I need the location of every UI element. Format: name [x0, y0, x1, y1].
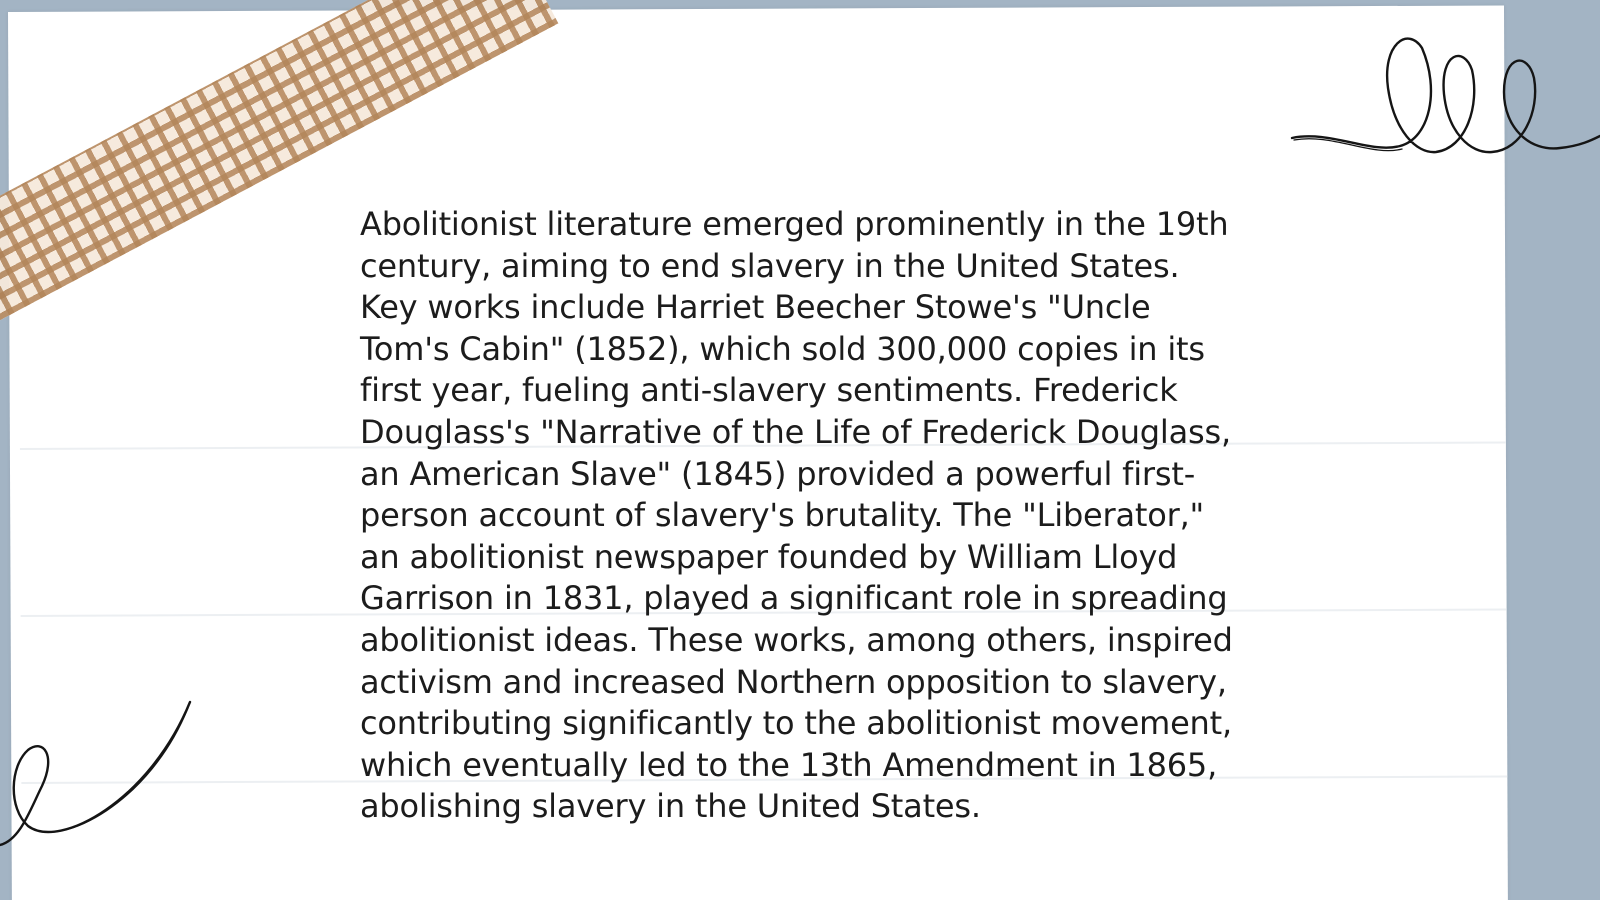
loop-squiggle-icon [1290, 30, 1600, 170]
body-paragraph: Abolitionist literature emerged prominently in the 19th century, aiming to end slavery in the United States. Key works include Harriet Beecher Stowe's "Uncle Tom's Cabin" (1852), which sold 300,000 copies in its first year, fueling anti-slavery sentiments. Frederick Douglass's "Narrative of the Life of Frederick Douglass, an American Slave" (1845) provided a powerful first-person account of slavery's brutality. The "Liberator," an abolitionist newspaper founded by William Lloyd Garrison in 1831, played a significant role in spreading abolitionist ideas. These works, among others, inspired activism and increased Northern opposition to slavery, contributing significantly to the abolitionist movement, which eventually led to the 13th Amendment in 1865, abolishing slavery in the United States. [360, 205, 1233, 826]
loop-swoosh-icon [0, 690, 200, 850]
